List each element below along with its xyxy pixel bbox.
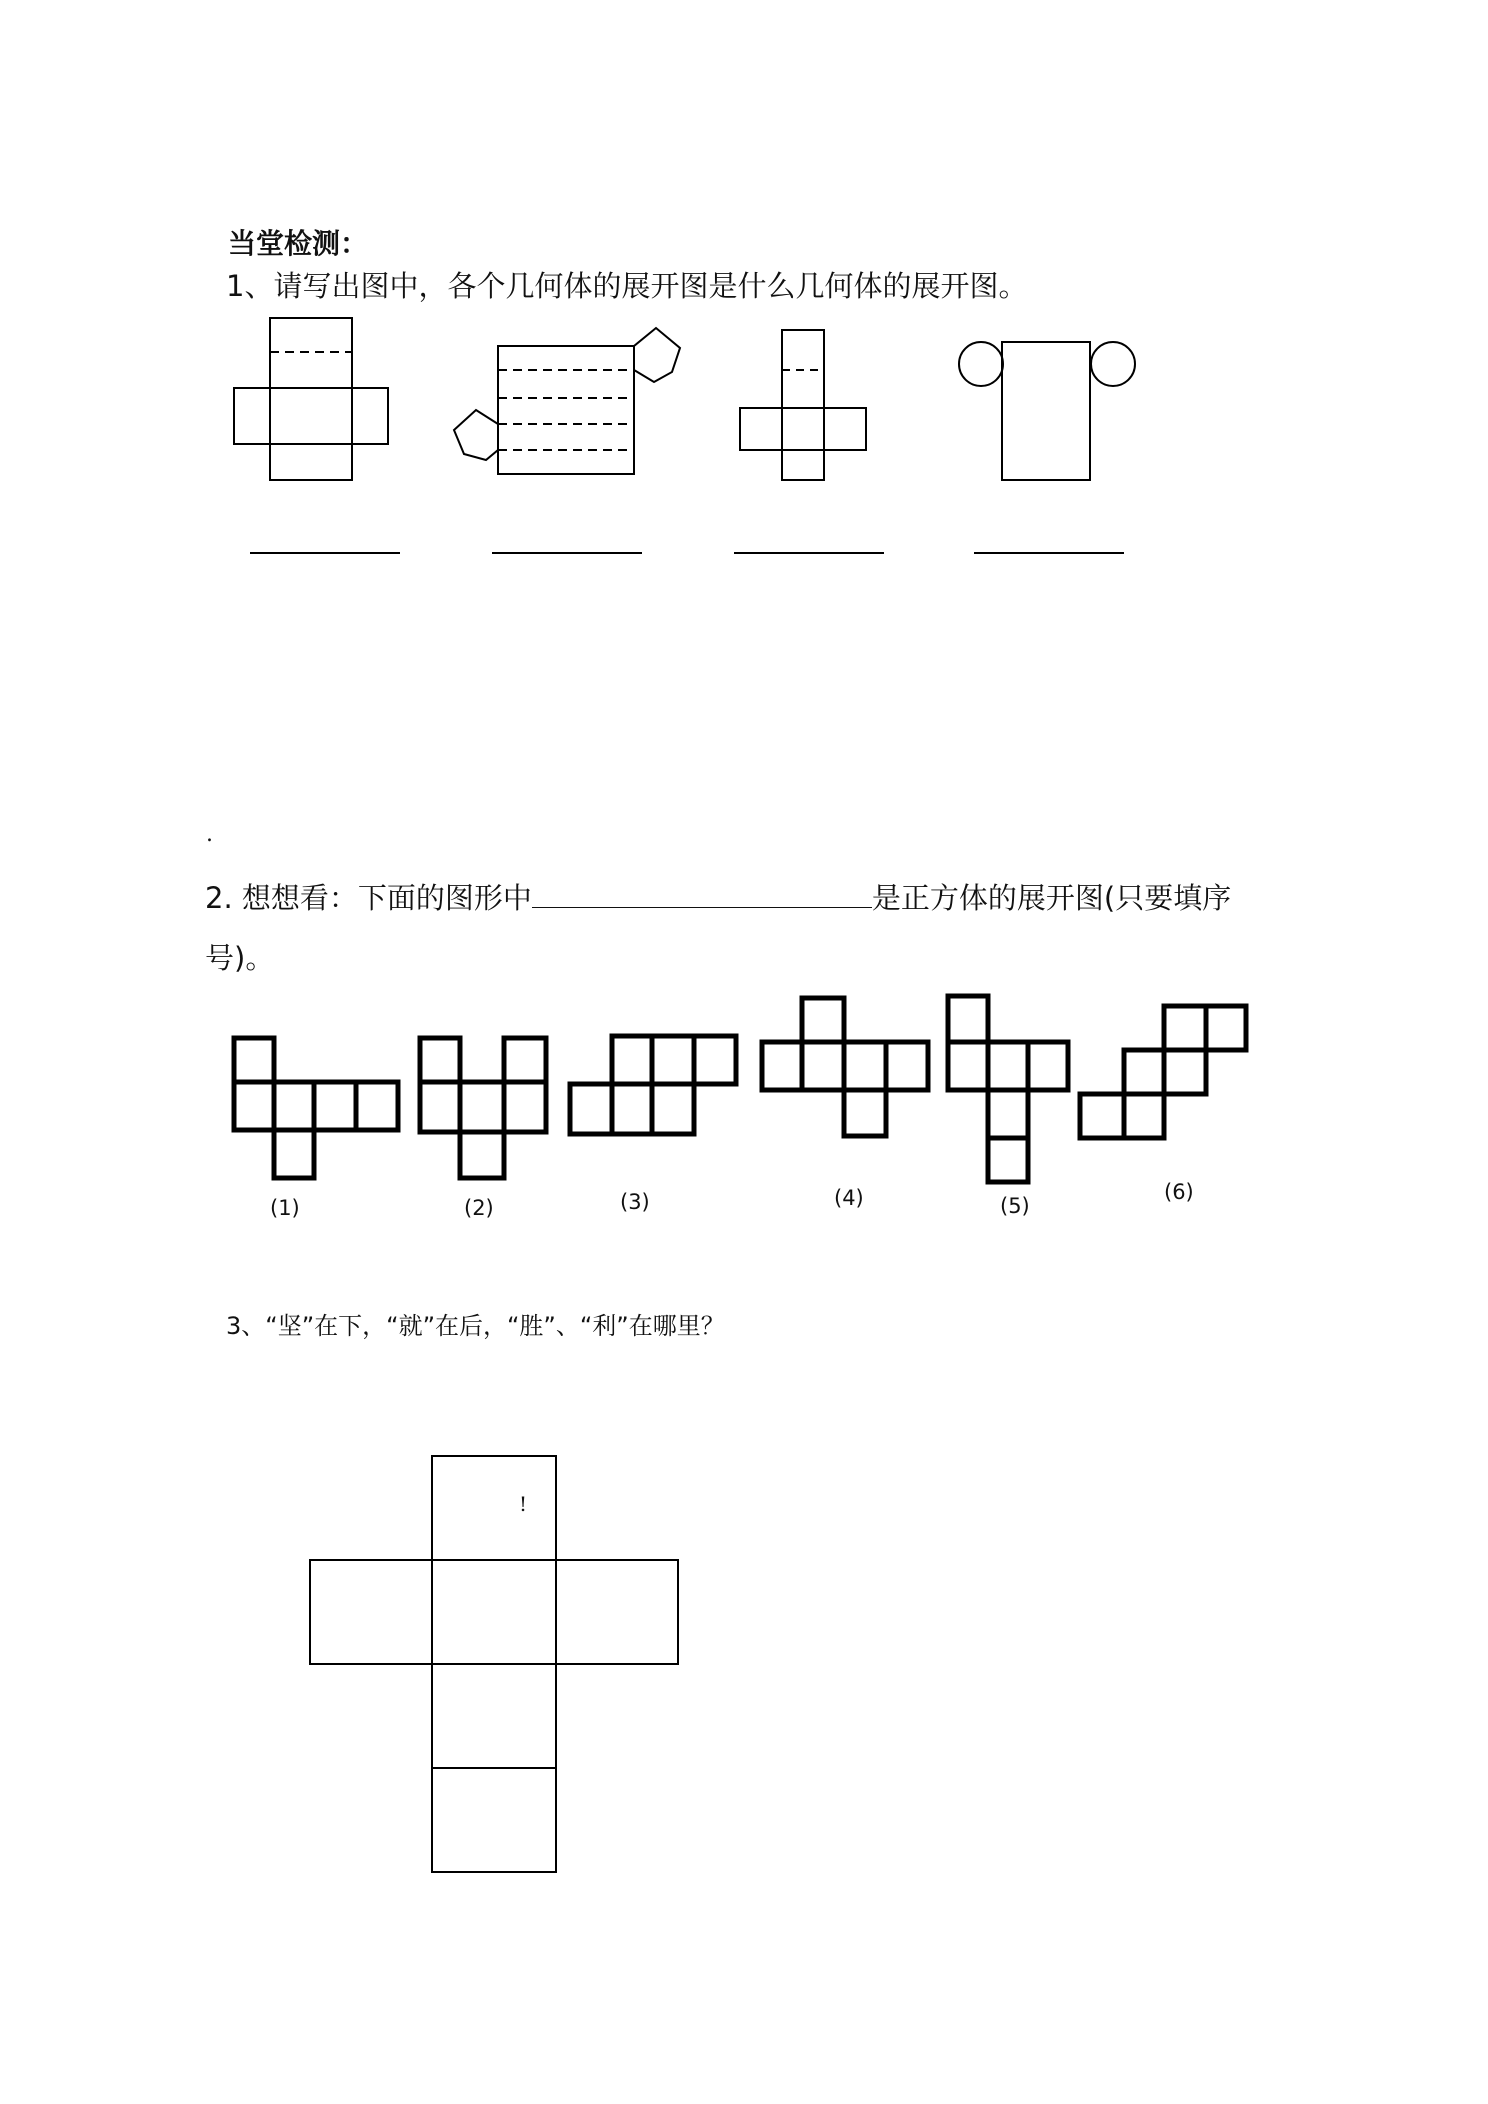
separator-dot: . <box>206 822 213 847</box>
net-label-6: (6) <box>1164 1180 1194 1204</box>
answer-blank[interactable] <box>532 881 872 908</box>
net-label-3: (3) <box>620 1190 650 1214</box>
exclamation-mark: ! <box>519 1492 528 1516</box>
cube-net-1 <box>234 1038 398 1178</box>
question-3-text: 3、“坚”在下，“就”在后，“胜”、“利”在哪里？ <box>226 1312 725 1340</box>
net-rectangular-prism <box>234 318 388 480</box>
net-label-2: (2) <box>464 1196 494 1220</box>
net-square-prism <box>740 330 866 480</box>
cube-net-2 <box>420 1038 546 1178</box>
net-hexagonal-prism <box>454 328 680 474</box>
question-2-after: 是正方体的展开图(只要填序 <box>871 881 1232 915</box>
question-2-line2: 号)。 <box>205 941 275 975</box>
question-2-text <box>205 876 1231 917</box>
question-2-before: 2. 想想看：下面的图形中 <box>205 881 532 915</box>
net-cylinder <box>959 342 1135 480</box>
cube-net-cross <box>310 1456 678 1872</box>
cube-net-6 <box>1080 1006 1246 1138</box>
cube-net-3 <box>570 1036 736 1134</box>
question-1-text: 1、请写出图中，各个几何体的展开图是什么几何体的展开图。 <box>226 269 1028 303</box>
net-label-4: (4) <box>834 1186 864 1210</box>
net-label-5: (5) <box>1000 1194 1030 1218</box>
section-heading: 当堂检测： <box>228 227 369 260</box>
net-label-1: (1) <box>270 1196 300 1220</box>
cube-net-5 <box>948 996 1068 1182</box>
cube-net-4 <box>762 998 928 1136</box>
